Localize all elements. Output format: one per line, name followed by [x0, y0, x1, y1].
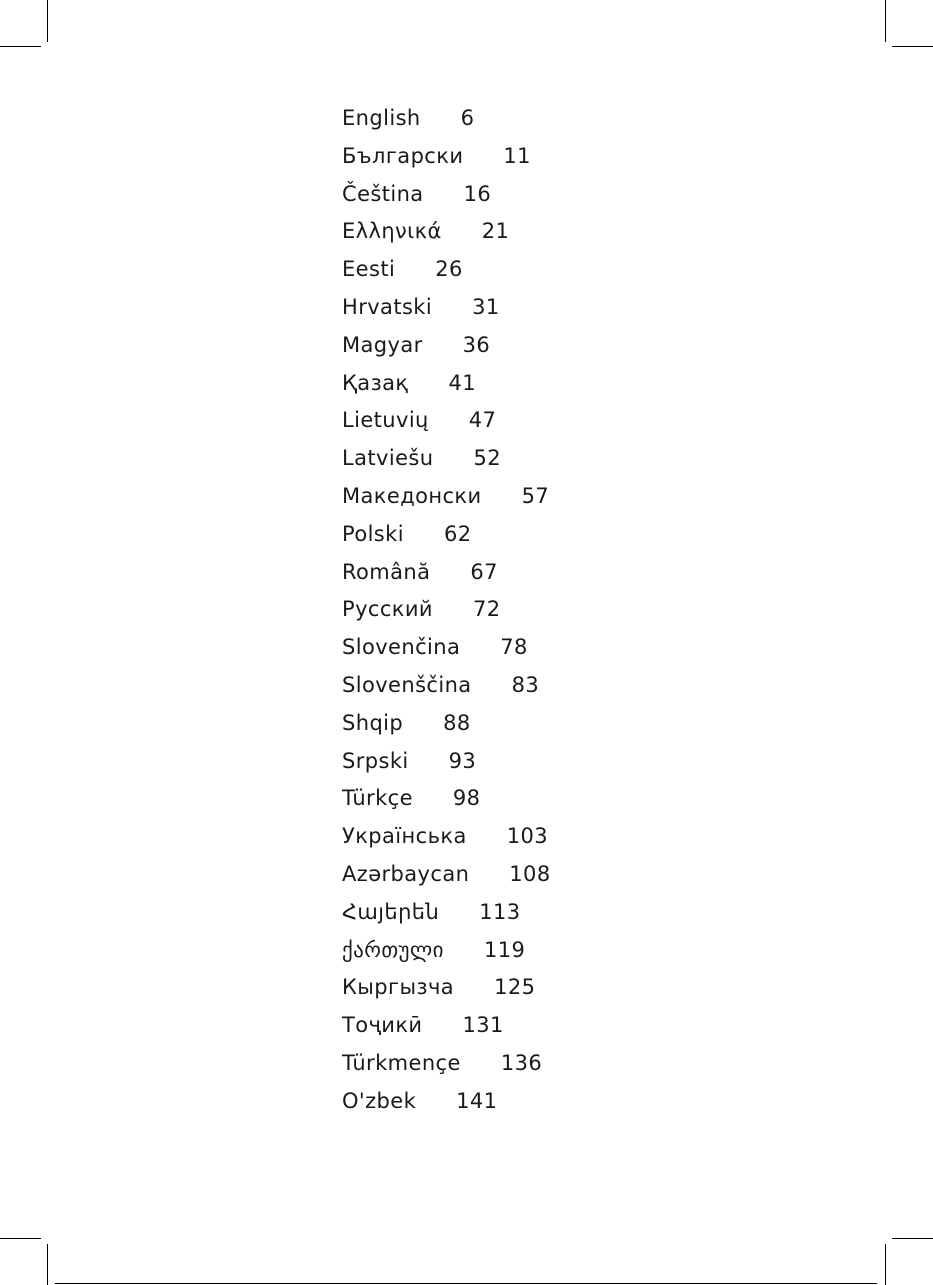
crop-mark-bottom-right-horizontal [892, 1238, 933, 1239]
toc-entry[interactable] [342, 365, 551, 403]
toc-page-number: 16 [463, 181, 492, 206]
toc-language: Қазақ [342, 370, 409, 395]
toc-page-number: 119 [483, 937, 526, 962]
toc-language: Ελληνικά [342, 219, 442, 244]
toc-page-number: 52 [473, 446, 501, 471]
toc-page-number: 62 [443, 521, 472, 546]
toc-language: Slovenščina [342, 672, 472, 697]
toc-entry[interactable] [342, 894, 551, 932]
toc-entry[interactable] [342, 251, 551, 289]
page-bottom-rule [55, 1283, 877, 1284]
toc-language: Română [342, 559, 431, 584]
toc-language: Polski [342, 521, 404, 546]
toc-page-number: 31 [472, 294, 500, 319]
toc-language: Srpski [342, 748, 409, 773]
toc-language: Türkmençe [342, 1050, 461, 1075]
toc-page-number: 72 [472, 597, 501, 622]
toc-entry[interactable] [342, 1083, 551, 1121]
toc-page-number: 108 [509, 861, 551, 886]
toc-page-number: 131 [462, 1013, 504, 1038]
toc-page-number: 6 [460, 106, 475, 130]
toc-language: Slovenčina [342, 635, 461, 660]
toc-language: Тоҷикӣ [342, 1013, 423, 1038]
toc-entry[interactable] [342, 327, 551, 365]
crop-mark-top-right-horizontal [892, 46, 933, 47]
toc-page-number: 47 [468, 408, 497, 433]
toc-language: Українська [342, 824, 467, 849]
toc-language: Eesti [342, 257, 396, 282]
toc-entry[interactable] [342, 478, 551, 516]
crop-mark-bottom-right-vertical [885, 1244, 886, 1285]
toc-language: Български [342, 143, 464, 168]
toc-language: ქართული [342, 937, 444, 962]
toc-language: English [342, 106, 421, 130]
toc-language: Shqip [342, 710, 404, 735]
toc-entry[interactable] [342, 629, 551, 667]
toc-page-number: 88 [443, 710, 471, 735]
toc-entry[interactable] [342, 1007, 551, 1045]
toc-language: Русский [342, 597, 433, 622]
toc-entry[interactable] [342, 554, 551, 592]
toc-page-number: 78 [500, 635, 528, 660]
toc-entry[interactable] [342, 969, 551, 1007]
toc-language: Magyar [342, 332, 423, 357]
toc-entry[interactable] [342, 780, 551, 818]
toc-page-number: 98 [452, 786, 481, 811]
toc-entry[interactable] [342, 440, 551, 478]
toc-language: Türkçe [342, 786, 413, 811]
toc-entry[interactable] [342, 856, 551, 894]
toc-entry[interactable] [342, 1045, 551, 1083]
toc-page-number: 103 [506, 824, 549, 849]
toc-page-number: 21 [481, 219, 510, 244]
toc-page-number: 83 [511, 672, 540, 697]
toc-language: Hrvatski [342, 294, 433, 319]
toc-language: Македонски [342, 483, 482, 508]
toc-page-number: 93 [448, 748, 477, 773]
toc-language: O'zbek [342, 1088, 417, 1113]
toc-page-number: 125 [494, 975, 536, 1000]
toc-page-number: 136 [500, 1050, 543, 1075]
toc-language: Հայերեն [342, 899, 440, 924]
crop-mark-bottom-left-horizontal [0, 1238, 41, 1239]
toc-entry[interactable] [342, 402, 551, 440]
toc-language: Кыргызча [342, 975, 455, 1000]
toc-entry[interactable] [342, 176, 551, 214]
toc-page-number: 113 [479, 899, 521, 924]
toc-language: Azərbaycan [342, 861, 470, 886]
toc-page-number: 67 [470, 559, 498, 584]
toc-page-number: 41 [448, 370, 477, 395]
toc-entry[interactable] [342, 138, 551, 176]
toc-entry[interactable] [342, 818, 551, 856]
toc-entry[interactable] [342, 667, 551, 705]
language-index [342, 100, 551, 1121]
toc-entry[interactable] [342, 289, 551, 327]
toc-page-number: 141 [456, 1088, 498, 1113]
crop-mark-top-right-vertical [885, 0, 886, 42]
toc-page-number: 57 [521, 483, 550, 508]
toc-language: Čeština [342, 181, 424, 206]
crop-mark-top-left-horizontal [0, 46, 41, 47]
toc-language: Lietuvių [342, 408, 429, 433]
crop-mark-top-left-vertical [47, 0, 48, 42]
toc-entry[interactable] [342, 591, 551, 629]
crop-mark-bottom-left-vertical [47, 1244, 48, 1285]
toc-entry[interactable] [342, 213, 551, 251]
toc-page-number: 26 [435, 257, 463, 282]
toc-entry[interactable] [342, 743, 551, 781]
toc-entry[interactable] [342, 705, 551, 743]
toc-entry[interactable] [342, 516, 551, 554]
toc-entry[interactable] [342, 932, 551, 970]
toc-page-number: 36 [462, 332, 491, 357]
toc-language: Latviešu [342, 446, 434, 471]
toc-entry[interactable] [342, 100, 551, 138]
toc-page-number: 11 [503, 143, 531, 168]
